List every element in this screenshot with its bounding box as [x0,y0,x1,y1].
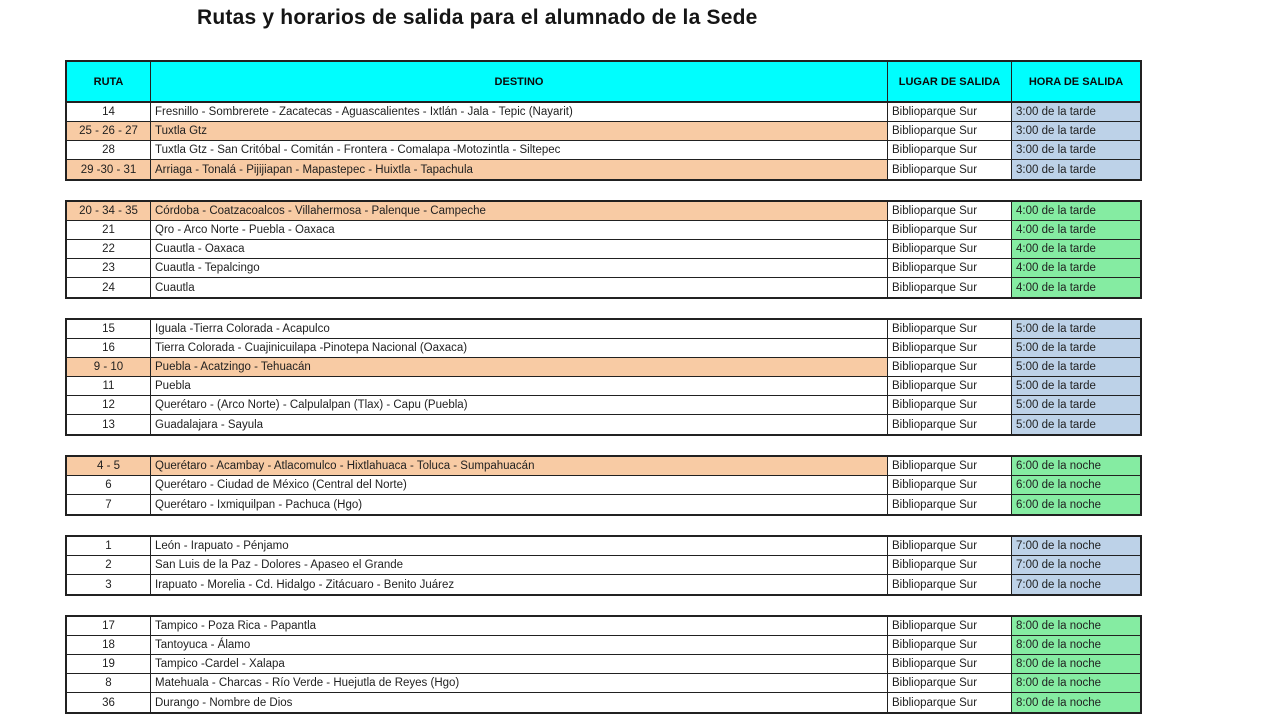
ruta-cell: 25 - 26 - 27 [67,122,151,141]
route-group [65,535,1142,596]
lugar-cell: Biblioparque Sur [888,122,1012,141]
lugar-cell: Biblioparque Sur [888,278,1012,297]
table-row [67,320,1140,339]
lugar-cell: Biblioparque Sur [888,358,1012,377]
routes-table [65,60,1142,714]
lugar-cell: Biblioparque Sur [888,636,1012,655]
hora-cell: 4:00 de la tarde [1012,240,1140,259]
lugar-cell: Biblioparque Sur [888,377,1012,396]
lugar-cell: Biblioparque Sur [888,221,1012,240]
table-row [67,339,1140,358]
hora-cell: 7:00 de la noche [1012,556,1140,575]
header-cell-lugar-de-salida: LUGAR DE SALIDA [888,62,1012,101]
lugar-cell: Biblioparque Sur [888,103,1012,122]
page-title: Rutas y horarios de salida para el alumnado de la Sede [197,6,758,29]
table-row [67,122,1140,141]
hora-cell: 8:00 de la noche [1012,617,1140,636]
destino-cell: Irapuato - Morelia - Cd. Hidalgo - Zitácuaro - Benito Juárez [151,575,888,594]
route-group [65,455,1142,516]
lugar-cell: Biblioparque Sur [888,259,1012,278]
destino-cell: Arriaga - Tonalá - Pijijiapan - Mapastepec - Huixtla - Tapachula [151,160,888,179]
ruta-cell: 23 [67,259,151,278]
table-row [67,693,1140,712]
route-groups [65,101,1142,714]
table-row [67,221,1140,240]
table-row [67,278,1140,297]
destino-cell: Tampico - Poza Rica - Papantla [151,617,888,636]
destino-cell: Tuxtla Gtz [151,122,888,141]
ruta-cell: 9 - 10 [67,358,151,377]
lugar-cell: Biblioparque Sur [888,339,1012,358]
ruta-cell: 29 -30 - 31 [67,160,151,179]
destino-cell: Puebla - Acatzingo - Tehuacán [151,358,888,377]
destino-cell: Tampico -Cardel - Xalapa [151,655,888,674]
destino-cell: Cuautla - Tepalcingo [151,259,888,278]
destino-cell: Córdoba - Coatzacoalcos - Villahermosa - Palenque - Campeche [151,202,888,221]
destino-cell: Guadalajara - Sayula [151,415,888,434]
lugar-cell: Biblioparque Sur [888,495,1012,514]
ruta-cell: 19 [67,655,151,674]
table-row [67,240,1140,259]
lugar-cell: Biblioparque Sur [888,693,1012,712]
hora-cell: 5:00 de la tarde [1012,377,1140,396]
hora-cell: 5:00 de la tarde [1012,415,1140,434]
ruta-cell: 24 [67,278,151,297]
ruta-cell: 7 [67,495,151,514]
ruta-cell: 15 [67,320,151,339]
ruta-cell: 2 [67,556,151,575]
lugar-cell: Biblioparque Sur [888,556,1012,575]
destino-cell: Qro - Arco Norte - Puebla - Oaxaca [151,221,888,240]
ruta-cell: 8 [67,674,151,693]
destino-cell: Puebla [151,377,888,396]
table-row [67,575,1140,594]
ruta-cell: 36 [67,693,151,712]
table-row [67,141,1140,160]
lugar-cell: Biblioparque Sur [888,202,1012,221]
header-cell-destino: DESTINO [151,62,888,101]
lugar-cell: Biblioparque Sur [888,141,1012,160]
ruta-cell: 22 [67,240,151,259]
destino-cell: Tierra Colorada - Cuajinicuilapa -Pinotepa Nacional (Oaxaca) [151,339,888,358]
route-group [65,318,1142,436]
ruta-cell: 13 [67,415,151,434]
hora-cell: 6:00 de la noche [1012,457,1140,476]
hora-cell: 8:00 de la noche [1012,693,1140,712]
destino-cell: Querétaro - (Arco Norte) - Calpulalpan (Tlax) - Capu (Puebla) [151,396,888,415]
hora-cell: 5:00 de la tarde [1012,396,1140,415]
table-row [67,103,1140,122]
hora-cell: 8:00 de la noche [1012,636,1140,655]
table-row [67,636,1140,655]
hora-cell: 3:00 de la tarde [1012,103,1140,122]
hora-cell: 7:00 de la noche [1012,575,1140,594]
destino-cell: Querétaro - Ciudad de México (Central del Norte) [151,476,888,495]
destino-cell: San Luis de la Paz - Dolores - Apaseo el Grande [151,556,888,575]
destino-cell: Querétaro - Acambay - Atlacomulco - Hixtlahuaca - Toluca - Sumpahuacán [151,457,888,476]
table-row [67,377,1140,396]
destino-cell: Fresnillo - Sombrerete - Zacatecas - Aguascalientes - Ixtlán - Jala - Tepic (Nayarit) [151,103,888,122]
hora-cell: 6:00 de la noche [1012,476,1140,495]
destino-cell: León - Irapuato - Pénjamo [151,537,888,556]
route-group [65,615,1142,714]
lugar-cell: Biblioparque Sur [888,476,1012,495]
table-row [67,476,1140,495]
lugar-cell: Biblioparque Sur [888,575,1012,594]
table-header-row [65,60,1142,103]
hora-cell: 5:00 de la tarde [1012,320,1140,339]
table-row [67,259,1140,278]
table-row [67,556,1140,575]
table-row [67,655,1140,674]
ruta-cell: 6 [67,476,151,495]
table-row [67,358,1140,377]
hora-cell: 4:00 de la tarde [1012,221,1140,240]
ruta-cell: 16 [67,339,151,358]
hora-cell: 8:00 de la noche [1012,674,1140,693]
ruta-cell: 17 [67,617,151,636]
lugar-cell: Biblioparque Sur [888,415,1012,434]
table-row [67,202,1140,221]
destino-cell: Tantoyuca - Álamo [151,636,888,655]
ruta-cell: 12 [67,396,151,415]
ruta-cell: 14 [67,103,151,122]
lugar-cell: Biblioparque Sur [888,160,1012,179]
hora-cell: 5:00 de la tarde [1012,358,1140,377]
hora-cell: 3:00 de la tarde [1012,122,1140,141]
destino-cell: Iguala -Tierra Colorada - Acapulco [151,320,888,339]
table-row [67,415,1140,434]
destino-cell: Tuxtla Gtz - San Critóbal - Comitán - Frontera - Comalapa -Motozintla - Siltepec [151,141,888,160]
header-cell-hora-de-salida: HORA DE SALIDA [1028,75,1124,88]
ruta-cell: 11 [67,377,151,396]
table-row [67,457,1140,476]
ruta-cell: 3 [67,575,151,594]
hora-cell: 3:00 de la tarde [1012,141,1140,160]
table-row [67,537,1140,556]
hora-cell: 4:00 de la tarde [1012,259,1140,278]
destino-cell: Durango - Nombre de Dios [151,693,888,712]
hora-cell: 7:00 de la noche [1012,537,1140,556]
ruta-cell: 4 - 5 [67,457,151,476]
table-row [67,160,1140,179]
table-row [67,617,1140,636]
lugar-cell: Biblioparque Sur [888,655,1012,674]
table-row [67,674,1140,693]
ruta-cell: 28 [67,141,151,160]
route-group [65,200,1142,299]
hora-cell: 6:00 de la noche [1012,495,1140,514]
lugar-cell: Biblioparque Sur [888,537,1012,556]
route-group [65,101,1142,181]
lugar-cell: Biblioparque Sur [888,396,1012,415]
destino-cell: Matehuala - Charcas - Río Verde - Huejutla de Reyes (Hgo) [151,674,888,693]
table-row [67,396,1140,415]
hora-cell: 5:00 de la tarde [1012,339,1140,358]
lugar-cell: Biblioparque Sur [888,457,1012,476]
ruta-cell: 21 [67,221,151,240]
ruta-cell: 18 [67,636,151,655]
ruta-cell: 1 [67,537,151,556]
ruta-cell: 20 - 34 - 35 [67,202,151,221]
hora-cell: 8:00 de la noche [1012,655,1140,674]
lugar-cell: Biblioparque Sur [888,674,1012,693]
destino-cell: Querétaro - Ixmiquilpan - Pachuca (Hgo) [151,495,888,514]
hora-cell: 3:00 de la tarde [1012,160,1140,179]
hora-cell: 4:00 de la tarde [1012,278,1140,297]
destino-cell: Cuautla [151,278,888,297]
destino-cell: Cuautla - Oaxaca [151,240,888,259]
header-cell-ruta: RUTA [67,62,151,101]
lugar-cell: Biblioparque Sur [888,617,1012,636]
lugar-cell: Biblioparque Sur [888,240,1012,259]
table-row [67,495,1140,514]
hora-cell: 4:00 de la tarde [1012,202,1140,221]
lugar-cell: Biblioparque Sur [888,320,1012,339]
